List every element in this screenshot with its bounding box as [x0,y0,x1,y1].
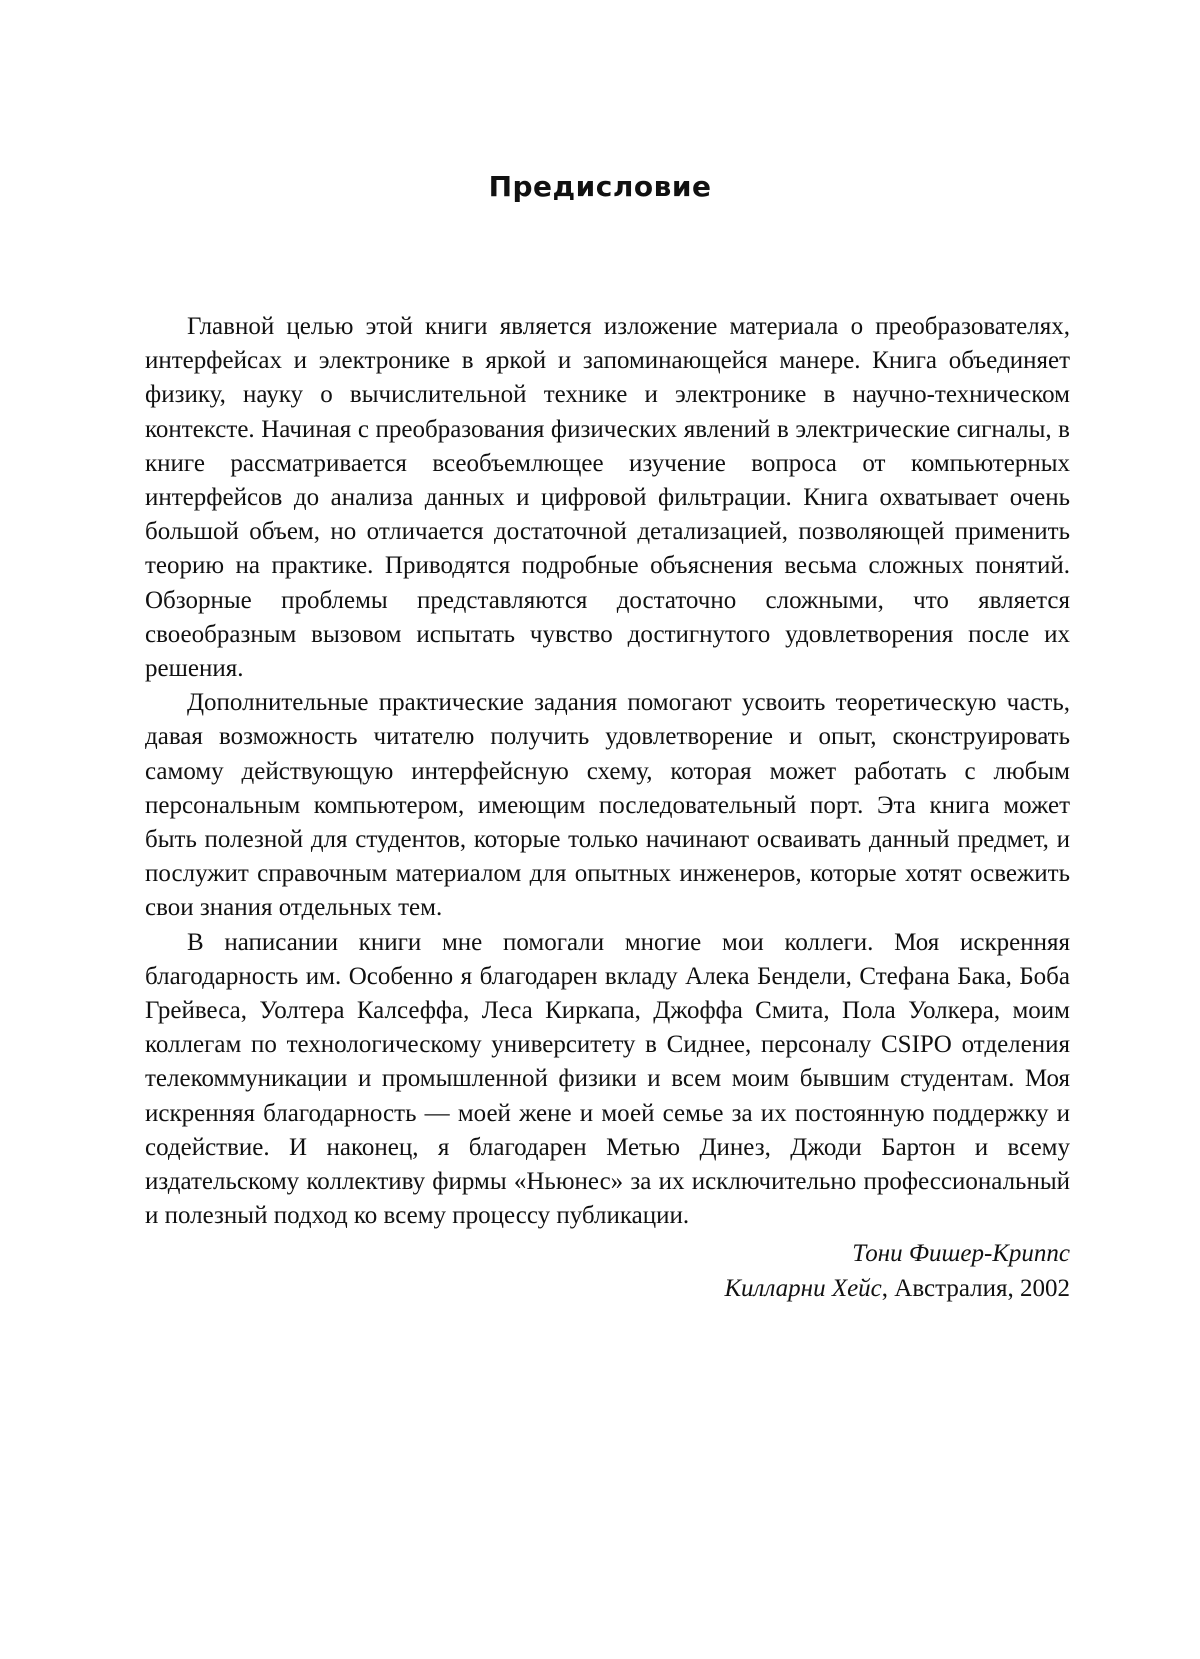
paragraph-2: Дополнительные практические задания помогают усвоить теоретическую часть, давая возможность читателю получить удовлетворение и опыт, сконструировать самому действующую интерфейсную схему, которая может работать с любым персональным компьютером, имеющим последовательный порт. Эта книга может быть полезной для студентов, которые только начинают осваивать данный предмет, и послужит справочным материалом для опытных инженеров, которые хотят освежить свои знания отдельных тем. [145,689,1070,922]
page-title: Предисловие [488,170,712,203]
paragraph-1: Главной целью этой книги является изложение материала о преобразователях, интерфейсах и электронике в яркой и запоминающейся манере. Книга объединяет физику, науку о вычислительной технике и электронике в научно-техническом контексте. Начиная с преобразования физических явлений в электрические сигналы, в книге рассматривается всеобъемлющее изучение вопроса от компьютерных интерфейсов до анализа данных и цифровой фильтрации. Книга охватывает очень большой объем, но отличается достаточной детализацией, позволяющей применить теорию на практике. Приводятся подробные объяснения весьма сложных понятий. Обзорные проблемы представляются достаточно сложными, что является своеобразным вызовом испытать чувство достигнутого удовлетворения после их решения. [145,313,1070,683]
paragraph-3: В написании книги мне помогали многие мои коллеги. Моя искренняя благодарность им. Особенно я благодарен вкладу Алека Бендели, Стефана Бака, Боба Грейвеса, Уолтера Калсеффа, Леса Киркапа, Джоффа Смита, Пола Уолкера, моим коллегам по технологическому университету в Сиднее, персоналу CSIPO отделения телекоммуникации и промышленной физики и всем моим бывшим студентам. Моя искренняя благодарность — моей жене и моей семье за их постоянную поддержку и содействие. И наконец, я благодарен Метью Динез, Джоди Бартон и всему издательскому коллективу фирмы «Ньюнес» за их исключительно профессиональный и полезный подход ко всему процессу публикации. [145,928,1070,1230]
signature-author: Тони Фишер-Криппс [852,1240,1070,1268]
signature-place-rest: , Австралия, 2002 [881,1274,1070,1302]
preface-body [145,310,1070,1306]
signature [145,1237,1070,1305]
signature-place-name: Килларни Хейс [724,1274,882,1302]
